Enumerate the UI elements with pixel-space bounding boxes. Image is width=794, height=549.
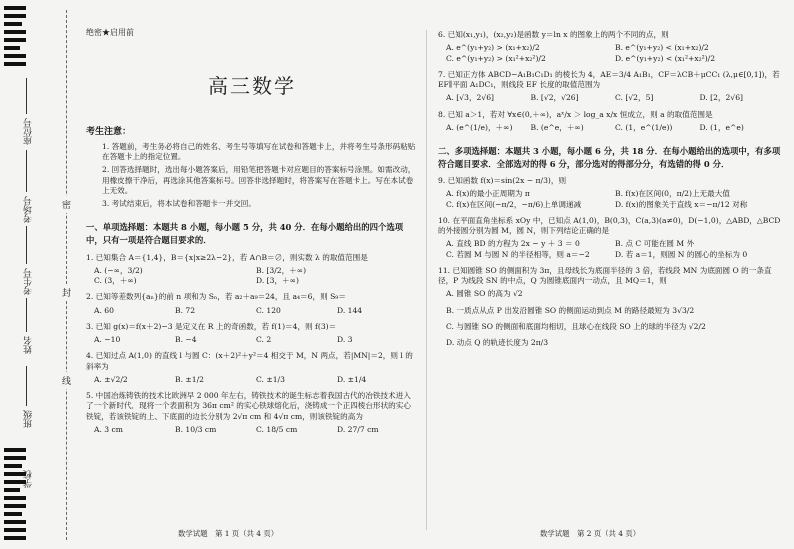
option-c: C. (1，e^(1/e))	[615, 122, 673, 132]
option-d: D. 动点 Q 的轨迹长度为 2π/3	[446, 338, 549, 348]
notice-heading: 考生注意：	[86, 126, 132, 137]
option-a: A. (e^(1/e)，＋∞)	[446, 122, 513, 132]
student-id-line	[26, 226, 27, 264]
question-1	[86, 253, 418, 287]
option-d: D. e^(y₁+y₂) < (x₁²+x₂²)/2	[615, 53, 716, 63]
notice-item: 1. 答题前，考生务必将自己的姓名、考生号等填写在试卷和答题卡上，并将考生号条形码粘贴在答题卡上的指定位置。	[102, 141, 416, 162]
option-d: D. [2，2√6]	[699, 93, 743, 103]
options	[94, 306, 418, 316]
option-c: C. 120	[256, 305, 281, 315]
name-label: 姓名	[24, 336, 34, 354]
question-6	[438, 30, 784, 64]
seal-mark-3: 线	[62, 372, 71, 389]
options	[446, 189, 784, 210]
option-b: B. e^(y₁+y₂) < (x₁+x₂)/2	[615, 43, 709, 53]
question-stem: 5. 中国冶炼铸铁的技术比欧洲早 2 000 年左右，铸铁技术的诞生标志着我国古代的冶铁技术进入了一个新时代．现将一个表面积为 36π cm² 的实心铁球熔化后，浇铸成一个正四棱台形状的实心铁锭，若该铁锭的上、下底面的边长分别为 2√π cm 和 4√π cm，则该铁锭的高为	[86, 391, 411, 421]
student-id-label: 考生号	[24, 268, 34, 295]
notice-block	[86, 126, 418, 210]
option-c: C. [√2，5]	[615, 93, 654, 103]
footer-page-2: 数学试题 第 2 页（共 4 页）	[540, 529, 641, 538]
option-a: A. 圆锥 SO 的高为 √2	[446, 289, 523, 299]
option-a: A. [√3，2√6]	[446, 93, 495, 103]
seal-mark-2: 封	[62, 284, 71, 301]
question-stem: 10. 在平面直角坐标系 xOy 中，已知点 A(1,0)，B(0,3)，C(a,3)(a≠0)，D(−1,0)，△ABD，△BCD 的外接圆分别为圆 M，圆 N，则下列结论正确的是	[438, 215, 781, 236]
right-page	[438, 30, 784, 360]
exam-number-label: 考场号	[24, 196, 34, 223]
seat-line	[26, 78, 27, 114]
question-5	[86, 391, 418, 435]
notice-item: 2. 回答选择题时，选出每小题答案后，用铅笔把答题卡对应题目的答案标号涂黑。如需改动，用橡皮擦干净后，再选涂其他答案标号。回答非选择题时，将答案写在答题卡上。写在本试卷上无效。	[102, 165, 416, 195]
page-divider	[426, 30, 427, 530]
seat-label: 座位号	[24, 118, 34, 145]
binding-fields	[10, 0, 70, 549]
option-b: B. 一质点从点 P 出发沿圆锥 SO 的侧面运动到点 M 的路径最短为 3√3/2	[446, 305, 695, 315]
option-c: C. f(x)在区间(−π/2，−π/6)上单调递减	[446, 199, 582, 209]
question-stem: 6. 已知(x₁,y₁)，(x₂,y₂)是函数 y＝ln x 的图象上的两个不同的点，则	[438, 30, 669, 39]
option-b: B. [3/2，＋∞)	[256, 265, 307, 275]
left-page	[86, 28, 418, 441]
question-stem: 7. 已知正方体 ABCD−A₁B₁C₁D₁ 的棱长为 4，AE＝3/4 A₁B₁，CF＝λCB＋μCC₁ (λ,μ∈[0,1])，若 EF∥平面 A₁DC₁，则线段 EF 长度的取值范围为	[438, 69, 780, 89]
question-2	[86, 292, 418, 316]
option-a: A. 直线 BD 的方程为 2x − y ＋ 3 ＝ 0	[446, 239, 580, 249]
options	[94, 375, 418, 385]
option-d: D. [3，＋∞)	[256, 276, 299, 286]
footer-page-1: 数学试题 第 1 页（共 4 页）	[178, 529, 279, 538]
question-10	[438, 216, 784, 260]
question-11	[438, 266, 784, 355]
question-3	[86, 322, 418, 346]
question-stem: 1. 已知集合 A＝{1,4}，B＝{x|x≥2λ−2}，若 A∩B＝∅，则实数 λ 的取值范围是	[86, 252, 368, 262]
exam-number-line	[26, 150, 27, 192]
option-b: B. [√2，√26]	[530, 93, 579, 103]
option-b: B. (e^e，＋∞)	[530, 122, 584, 132]
option-b: B. ±1/2	[175, 374, 204, 384]
question-stem: 2. 已知等差数列{aₙ}的前 n 项和为 Sₙ，若 a₂＋a₉＝24，且 a₄＝6，则 S₉＝	[86, 292, 346, 302]
question-stem: 3. 已知 g(x)＝f(x＋2)−3 是定义在 R 上的奇函数，若 f(1)＝4，则 f(3)＝	[86, 321, 337, 331]
question-stem: 8. 已知 a＞1，若对 ∀x∈(0,＋∞)，aˣ/x ＞ log_a x/x 恒成立，则 a 的取值范围是	[438, 109, 713, 119]
secret-label: 绝密★启用前	[86, 28, 134, 37]
exam-title: 高三数学	[208, 73, 296, 98]
class-label: 班级	[24, 410, 34, 428]
question-7	[438, 70, 784, 104]
option-d: D. (1，e^e)	[699, 122, 744, 132]
options	[446, 123, 784, 133]
option-d: D. 27/7 cm	[337, 424, 379, 434]
option-a: A. f(x)的最小正周期为 π	[446, 189, 530, 199]
option-a: A. −10	[94, 335, 121, 345]
section-1-heading: 一、单项选择题：本题共 8 小题，每小题 5 分，共 40 分．在每小题给出的四个选项中，只有一项是符合题目要求的．	[86, 222, 404, 246]
option-a: A. 3 cm	[94, 424, 124, 434]
option-d: D. ±1/4	[337, 374, 367, 384]
option-b: B. 10/3 cm	[175, 424, 217, 434]
question-stem: 11. 已知圆锥 SO 的侧面积为 3π，且母线长为底面半径的 3 倍，若线段 MN 为底面圆 O 的一条直径，P 为线段 SN 的中点，Q 为圆锥底面内一动点，且 MQ＝1，则	[438, 265, 772, 286]
options	[446, 43, 784, 64]
seal-line	[66, 10, 67, 540]
section-2-heading: 二、多项选择题：本题共 3 小题，每小题 6 分，共 18 分．在每小题给出的选项中，有多项符合题目要求．全部选对的得 6 分，部分选对的得部分分，有选错的得 0 分．	[438, 146, 781, 169]
question-stem: 9. 已知函数 f(x)＝sin(2x − π/3)，则	[438, 176, 567, 186]
option-d: D. f(x)的图象关于直线 x＝−π/12 对称	[615, 199, 748, 209]
option-a: A. e^(y₁+y₂) > (x₁+x₂)/2	[446, 43, 540, 53]
option-d: D. 若 a＝1，则圆 N 的圆心的坐标为 0	[615, 249, 748, 259]
options	[94, 266, 418, 287]
option-b: B. 点 C 可能在圆 M 外	[615, 239, 695, 249]
option-b: B. −4	[175, 335, 197, 345]
option-c: C. 若圆 M 与圆 N 的半径相等，则 a＝−2	[446, 249, 590, 259]
option-c: C. 与圆锥 SO 的侧面和底面均相切，且球心在线段 SO 上的球的半径为 √2/2	[446, 321, 706, 331]
school-label: 学校	[24, 470, 34, 488]
options	[446, 289, 784, 354]
name-line	[26, 298, 27, 332]
option-b: B. f(x)在区间(0，π/2)上无最大值	[615, 189, 730, 199]
options	[446, 239, 784, 260]
options	[446, 93, 784, 103]
options	[94, 425, 418, 435]
question-4	[86, 351, 418, 385]
question-8	[438, 110, 784, 134]
option-c: C. 18/5 cm	[256, 424, 298, 434]
question-9	[438, 176, 784, 210]
option-d: D. 144	[337, 305, 363, 315]
option-c: C. 2	[256, 335, 272, 345]
option-c: C. (3，＋∞)	[94, 276, 137, 286]
option-d: D. 3	[337, 335, 353, 345]
option-a: A. 60	[94, 305, 114, 315]
seal-mark-1: 密	[62, 196, 71, 213]
options	[94, 335, 418, 345]
option-c: C. e^(y₁+y₂) > (x₁²+x₂²)/2	[446, 53, 546, 63]
option-a: A. ±√2/2	[94, 374, 128, 384]
option-c: C. ±1/3	[256, 374, 285, 384]
option-a: A. (−∞，3/2)	[94, 265, 143, 275]
question-stem: 4. 已知过点 A(1,0) 的直线 l 与圆 C：(x＋2)²＋y²＝4 相交于 M，N 两点，若|MN|＝2，则 l 的斜率为	[86, 351, 413, 371]
option-b: B. 72	[175, 305, 196, 315]
notice-item: 3. 考试结束后，将本试卷和答题卡一并交回。	[102, 199, 256, 209]
class-line	[26, 366, 27, 406]
